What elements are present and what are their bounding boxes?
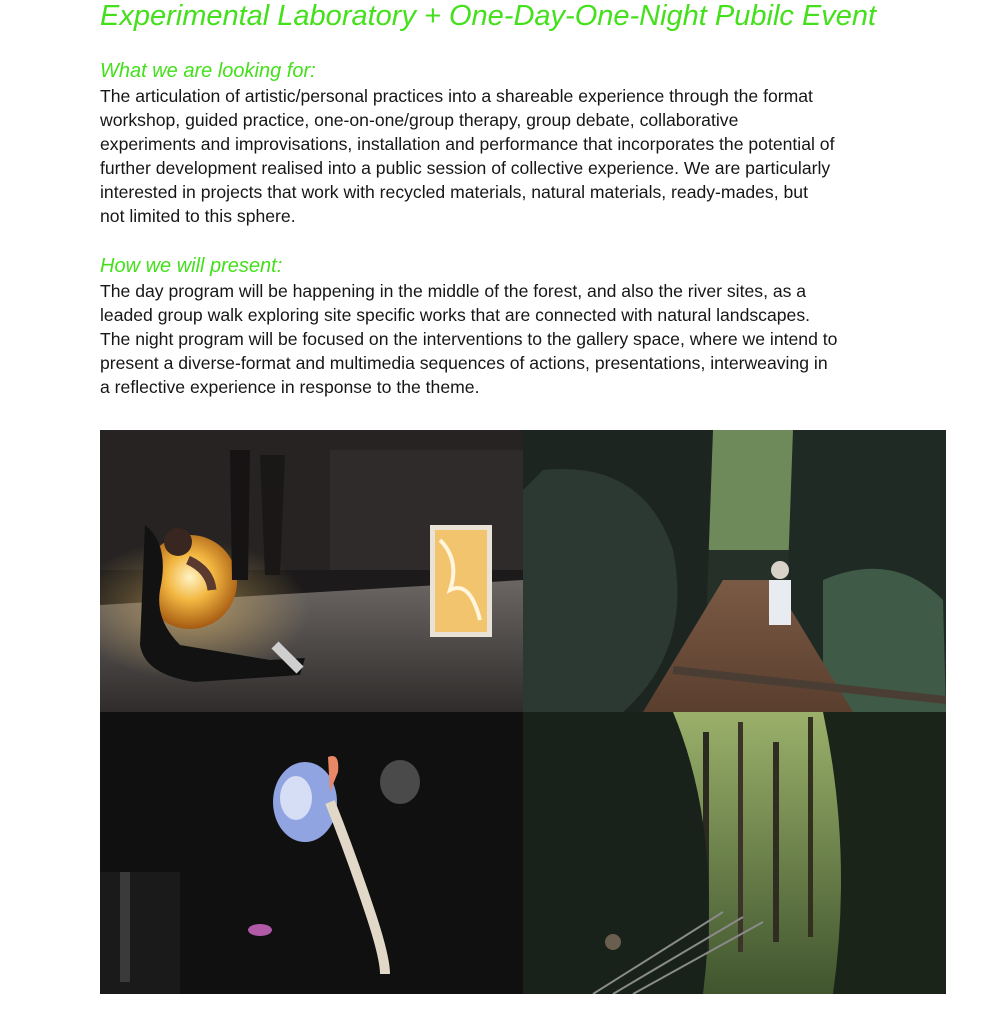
text-line: The night program will be focused on the interventions to the gallery space, where we intend to <box>100 329 838 349</box>
section-heading-present: How we will present: <box>100 255 283 277</box>
text-line: The articulation of artistic/personal practices into a shareable experience through the format <box>100 86 813 106</box>
photo-forest-canyon <box>523 712 946 994</box>
text-line: present a diverse-format and multimedia sequences of actions, presentations, interweaving in <box>100 353 828 373</box>
text-line: a reflective experience in response to the theme. <box>100 377 480 397</box>
photo-hand-projection <box>100 712 523 994</box>
text-line: leaded group walk exploring site specific works that are connected with natural landscapes. <box>100 305 811 325</box>
section-text-present <box>100 279 972 399</box>
text-line: experiments and improvisations, installation and performance that incorporates the potential of <box>100 134 835 154</box>
text-line: interested in projects that work with recycled materials, natural materials, ready-mades, but <box>100 182 808 202</box>
photo-gallery-performance <box>100 430 523 712</box>
text-line: not limited to this sphere. <box>100 206 296 226</box>
section-heading-looking-for: What we are looking for: <box>100 60 316 82</box>
page-title: Experimental Laboratory + One-Day-One-Night Pubilc Event <box>100 0 877 32</box>
section-text-looking-for <box>100 84 972 228</box>
text-line: further development realised into a public session of collective experience. We are particularly <box>100 158 831 178</box>
photo-rocky-gorge <box>523 430 946 712</box>
text-line: workshop, guided practice, one-on-one/group therapy, group debate, collaborative <box>100 110 739 130</box>
text-line: The day program will be happening in the middle of the forest, and also the river sites, as a <box>100 281 807 301</box>
